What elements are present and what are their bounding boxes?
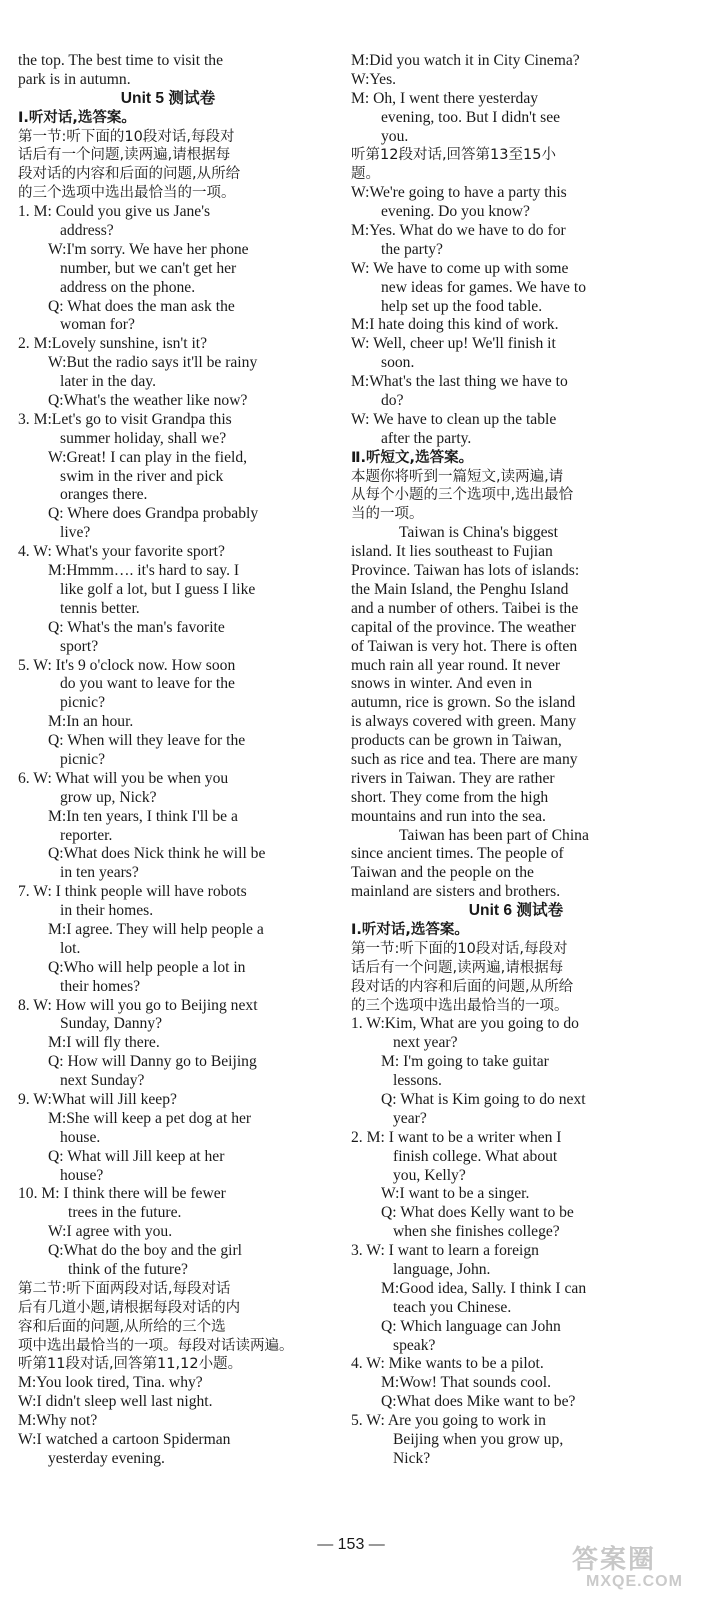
- text-line: picnic?: [60, 694, 106, 712]
- text-line: products can be grown in Taiwan,: [351, 732, 562, 750]
- text-line: capital of the province. The weather: [351, 618, 576, 636]
- text-line: speak?: [393, 1336, 436, 1354]
- text-line: mountains and run into the sea.: [351, 807, 546, 825]
- text-line: Nick?: [393, 1449, 431, 1467]
- text-line: Q: What does the man ask the: [48, 297, 235, 315]
- text-line: autumn, rice is grown. So the island: [351, 694, 576, 712]
- text-line: M:Wow! That sounds cool.: [381, 1374, 551, 1392]
- text-line: 2. M:Lovely sunshine, isn't it?: [18, 335, 208, 353]
- text-line: soon.: [381, 354, 415, 372]
- text-line: island. It lies southeast to Fujian: [351, 543, 553, 561]
- text-line: the top. The best time to visit the: [18, 52, 224, 69]
- text-line: 的三个选项中选出最恰当的一项。: [351, 997, 569, 1014]
- watermark-text: 答案圈: [572, 1545, 657, 1575]
- text-line: Taiwan and the people on the: [351, 864, 534, 882]
- text-line: M:Yes. What do we have to do for: [351, 222, 566, 240]
- text-line: Taiwan has been part of China: [399, 826, 589, 844]
- text-line: Q:What's the weather like now?: [48, 392, 248, 410]
- text-line: year?: [393, 1109, 427, 1127]
- text-line: like golf a lot, but I guess I like: [60, 580, 256, 598]
- text-line: after the party.: [381, 429, 472, 447]
- text-line: tennis better.: [60, 599, 140, 617]
- text-line: help set up the food table.: [381, 297, 543, 315]
- text-line: lot.: [60, 939, 81, 957]
- text-line: W:I didn't sleep well last night.: [18, 1393, 213, 1411]
- text-line: reporter.: [60, 826, 113, 844]
- text-line: evening, too. But I didn't see: [381, 108, 561, 126]
- text-line: is always covered with green. Many: [351, 713, 577, 731]
- text-line: M:I will fly there.: [48, 1034, 160, 1052]
- text-line: Q: When will they leave for the: [48, 732, 246, 750]
- text-line: M:Why not?: [18, 1412, 98, 1430]
- text-line: of Taiwan is very hot. There is often: [351, 637, 578, 655]
- text-line: 段对话的内容和后面的问题,从所给: [18, 166, 241, 183]
- text-line: 项中选出最恰当的一项。每段对话读两遍。: [18, 1337, 294, 1354]
- text-line: 7. W: I think people will have robots: [18, 883, 247, 901]
- text-line: M:Good idea, Sally. I think I can: [381, 1279, 587, 1297]
- text-line: 话后有一个问题,读两遍,请根据每: [351, 959, 564, 976]
- text-line: W:I want to be a singer.: [381, 1185, 530, 1203]
- text-line: W:I agree with you.: [48, 1223, 173, 1241]
- text-line: 2. M: I want to be a writer when I: [351, 1128, 562, 1146]
- text-line: 1. M: Could you give us Jane's: [18, 203, 211, 221]
- text-line: 的三个选项中选出最恰当的一项。: [18, 185, 236, 202]
- text-line: M:I agree. They will help people a: [48, 920, 264, 938]
- text-line: mainland are sisters and brothers.: [351, 883, 561, 901]
- text-line: 4. W: What's your favorite sport?: [18, 543, 225, 561]
- text-line: and a number of others. Taibei is the: [351, 599, 579, 617]
- unit-heading: Unit 6 测试卷: [468, 902, 564, 920]
- text-line: M:In an hour.: [48, 713, 134, 731]
- text-line: M: I'm going to take guitar: [381, 1053, 549, 1071]
- text-line: sport?: [60, 637, 99, 655]
- text-line: 4. W: Mike wants to be a pilot.: [351, 1355, 544, 1373]
- text-line: Q:What do the boy and the girl: [48, 1242, 243, 1260]
- text-line: such as rice and tea. There are many: [351, 750, 578, 768]
- text-line: 9. W:What will Jill keep?: [18, 1090, 177, 1108]
- right-column: [351, 52, 681, 1469]
- text-line: 本题你将听到一篇短文,读两遍,请: [351, 468, 564, 485]
- text-line: Q: What does Kelly want to be: [381, 1204, 574, 1222]
- text-line: 6. W: What will you be when you: [18, 769, 229, 787]
- text-line: W: We have to clean up the table: [351, 410, 557, 428]
- text-line: 3. M:Let's go to visit Grandpa this: [18, 410, 232, 428]
- text-line: M:What's the last thing we have to: [351, 373, 568, 391]
- text-line: W:But the radio says it'll be rainy: [48, 354, 258, 372]
- text-line: trees in the future.: [68, 1204, 182, 1222]
- text-line: do you want to leave for the: [60, 675, 235, 693]
- page-number: 153: [337, 1536, 365, 1553]
- text-line: Q: What's the man's favorite: [48, 618, 225, 636]
- text-line: W:I watched a cartoon Spiderman: [18, 1431, 231, 1449]
- text-line: M: Oh, I went there yesterday: [351, 89, 539, 107]
- text-line: live?: [60, 524, 91, 542]
- text-line: 从每个小题的三个选项中,选出最恰: [351, 487, 574, 504]
- text-line: Q: Where does Grandpa probably: [48, 505, 259, 523]
- text-line: the Main Island, the Penghu Island: [351, 580, 569, 598]
- text-line: W:I'm sorry. We have her phone: [48, 240, 249, 258]
- text-line: 5. W: Are you going to work in: [351, 1412, 546, 1430]
- section-heading: Ⅰ.听对话,选答案。: [18, 109, 136, 126]
- text-line: swim in the river and pick: [60, 467, 224, 485]
- text-line: M:Did you watch it in City Cinema?: [351, 52, 580, 69]
- text-line: you, Kelly?: [393, 1166, 466, 1184]
- text-line: lessons.: [393, 1072, 442, 1090]
- text-line: new ideas for games. We have to: [381, 278, 587, 296]
- text-line: W:Yes.: [351, 70, 397, 88]
- text-line: M:I hate doing this kind of work.: [351, 316, 559, 334]
- text-line: picnic?: [60, 750, 106, 768]
- text-line: W:We're going to have a party this: [351, 184, 567, 202]
- text-line: W:Great! I can play in the field,: [48, 448, 248, 466]
- text-line: 10. M: I think there will be fewer: [18, 1185, 226, 1203]
- text-line: M:In ten years, I think I'll be a: [48, 807, 238, 825]
- text-line: Sunday, Danny?: [60, 1015, 163, 1033]
- watermark-url: MXQE.COM: [586, 1573, 683, 1590]
- text-line: number, but we can't get her: [60, 259, 237, 277]
- text-line: grow up, Nick?: [60, 788, 157, 806]
- text-line: evening. Do you know?: [381, 203, 530, 221]
- text-line: M:You look tired, Tina. why?: [18, 1374, 203, 1392]
- watermark-logo: [542, 1535, 692, 1595]
- text-line: since ancient times. The people of: [351, 845, 564, 863]
- text-line: 当的一项。: [351, 506, 424, 523]
- text-line: summer holiday, shall we?: [60, 429, 227, 447]
- text-line: 容和后面的问题,从所给的三个选: [18, 1318, 226, 1335]
- text-line: 段对话的内容和后面的问题,从所给: [351, 978, 574, 995]
- text-line: 后有几道小题,请根据每段对话的内: [18, 1299, 241, 1316]
- text-line: oranges there.: [60, 486, 148, 504]
- text-line: Q:Who will help people a lot in: [48, 958, 246, 976]
- text-line: W: Well, cheer up! We'll finish it: [351, 335, 556, 353]
- text-line: house?: [60, 1166, 104, 1184]
- text-line: M:Hmmm…. it's hard to say. I: [48, 562, 240, 580]
- text-line: house.: [60, 1128, 101, 1146]
- text-line: next year?: [393, 1034, 458, 1052]
- text-line: when she finishes college?: [393, 1223, 560, 1241]
- text-line: 听第11段对话,回答第11,12小题。: [18, 1356, 243, 1373]
- text-line: the party?: [381, 240, 443, 258]
- text-line: M:She will keep a pet dog at her: [48, 1109, 252, 1127]
- text-line: 第一节:听下面的10段对话,每段对: [18, 128, 235, 145]
- text-line: Beijing when you grow up,: [393, 1431, 564, 1449]
- text-line: short. They come from the high: [351, 788, 549, 806]
- text-line: snows in winter. And even in: [351, 675, 533, 693]
- text-line: Q: What is Kim going to do next: [381, 1090, 586, 1108]
- text-line: 8. W: How will you go to Beijing next: [18, 996, 258, 1014]
- text-line: address?: [60, 222, 114, 240]
- text-line: rivers in Taiwan. They are rather: [351, 769, 555, 787]
- section-heading: Ⅱ.听短文,选答案。: [351, 449, 474, 466]
- text-line: Q:What does Nick think he will be: [48, 845, 266, 863]
- text-line: W: We have to come up with some: [351, 259, 569, 277]
- text-line: park is in autumn.: [18, 70, 131, 88]
- section-heading: Ⅰ.听对话,选答案。: [351, 921, 469, 938]
- text-line: yesterday evening.: [48, 1449, 165, 1467]
- text-line: language, John.: [393, 1261, 491, 1278]
- text-line: teach you Chinese.: [393, 1298, 512, 1316]
- text-line: finish college. What about: [393, 1147, 558, 1165]
- text-line: 第二节:听下面两段对话,每段对话: [18, 1280, 231, 1297]
- left-column: [18, 52, 318, 1469]
- text-line: their homes?: [60, 977, 141, 995]
- text-line: Q: How will Danny go to Beijing: [48, 1053, 257, 1071]
- text-line: in their homes.: [60, 902, 154, 920]
- text-line: Q:What does Mike want to be?: [381, 1393, 576, 1411]
- page-number-footer: — 153 —: [317, 1536, 385, 1553]
- text-line: Province. Taiwan has lots of islands:: [351, 562, 580, 580]
- unit-heading: Unit 5 测试卷: [120, 89, 216, 107]
- text-line: next Sunday?: [60, 1072, 145, 1090]
- text-line: 话后有一个问题,读两遍,请根据每: [18, 147, 231, 164]
- text-line: think of the future?: [68, 1261, 188, 1278]
- text-line: do?: [381, 392, 404, 410]
- text-line: 听第12段对话,回答第13至15小: [351, 147, 556, 164]
- text-line: address on the phone.: [60, 278, 196, 296]
- text-line: later in the day.: [60, 373, 156, 391]
- text-line: 第一节:听下面的10段对话,每段对: [351, 940, 568, 957]
- text-line: in ten years?: [60, 864, 139, 882]
- text-line: Q: Which language can John: [381, 1317, 561, 1335]
- text-line: woman for?: [60, 316, 135, 334]
- text-line: 5. W: It's 9 o'clock now. How soon: [18, 656, 236, 674]
- text-line: Q: What will Jill keep at her: [48, 1147, 225, 1165]
- text-line: much rain all year round. It never: [351, 656, 561, 674]
- text-line: Taiwan is China's biggest: [399, 524, 558, 542]
- text-line: 1. W:Kim, What are you going to do: [351, 1015, 579, 1033]
- text-line: you.: [381, 127, 409, 145]
- text-line: 题。: [351, 166, 380, 183]
- text-line: 3. W: I want to learn a foreign: [351, 1242, 539, 1260]
